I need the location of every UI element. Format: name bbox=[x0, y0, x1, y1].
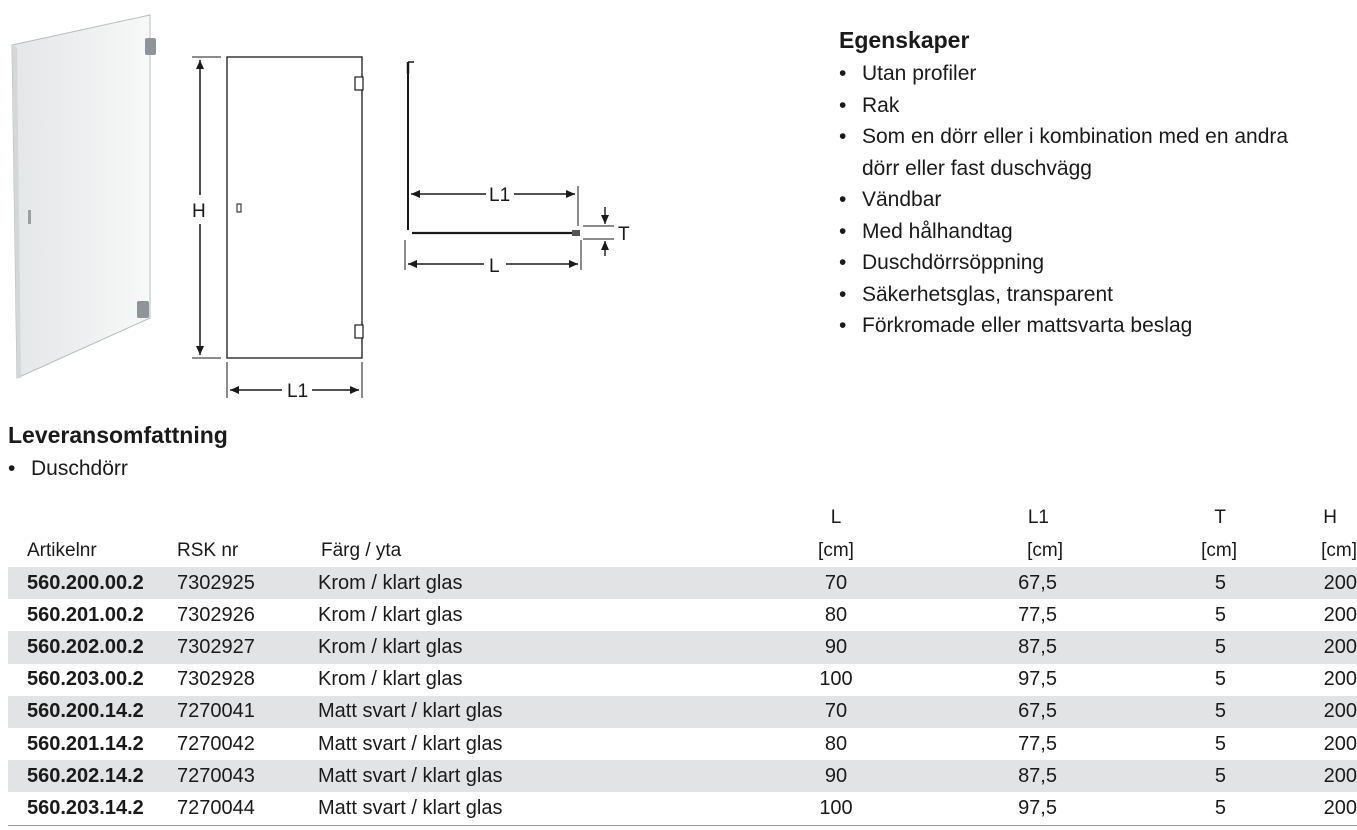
cell-rsk: 7270043 bbox=[177, 760, 318, 792]
header-h-unit: [cm] bbox=[1321, 539, 1357, 561]
header-rsk: RSK nr bbox=[177, 539, 239, 561]
cell-h: 200 bbox=[1323, 668, 1357, 691]
header-l: L bbox=[830, 506, 842, 528]
cell-rsk: 7270042 bbox=[177, 732, 255, 755]
property-item: • Duschdörrsöppning bbox=[836, 247, 1306, 279]
cell-artikelnr: 560.203.00.2 bbox=[27, 668, 144, 691]
cell-rsk: 7302928 bbox=[177, 668, 255, 691]
dim-label-l1-top: L1 bbox=[489, 185, 511, 206]
cell-rsk: 7270044 bbox=[177, 792, 318, 825]
dim-label-l1-front: L1 bbox=[287, 381, 309, 402]
cell-l: 80 bbox=[824, 603, 848, 626]
property-item: • Förkromade eller mattsvarta beslag bbox=[836, 310, 1306, 342]
table-row bbox=[8, 696, 1357, 728]
cell-l: 70 bbox=[740, 567, 932, 599]
header-l1: L1 bbox=[1027, 506, 1049, 528]
cell-t: 5 bbox=[1214, 732, 1226, 755]
cell-t: 5 bbox=[1063, 696, 1256, 728]
cell-l: 90 bbox=[740, 631, 932, 663]
cell-h: 200 bbox=[1256, 760, 1357, 792]
cell-l1: 67,5 bbox=[932, 696, 1063, 728]
cell-farg: Krom / klart glas bbox=[318, 603, 463, 626]
cell-t: 5 bbox=[1063, 792, 1256, 825]
cell-farg: Matt svart / klart glas bbox=[318, 792, 740, 825]
product-drawing bbox=[0, 0, 700, 410]
cell-rsk: 7270041 bbox=[177, 696, 318, 728]
cell-artikelnr: 560.200.00.2 bbox=[8, 567, 177, 599]
cell-artikelnr: 560.201.00.2 bbox=[27, 603, 144, 626]
property-item: • Rak bbox=[836, 90, 1306, 122]
cell-farg: Krom / klart glas bbox=[318, 631, 740, 663]
property-item: • Säkerhetsglas, transparent bbox=[836, 279, 1306, 311]
table-header-units-top bbox=[8, 501, 1357, 534]
cell-l: 80 bbox=[824, 732, 848, 755]
properties-list bbox=[836, 58, 1306, 342]
cell-l1: 67,5 bbox=[932, 567, 1063, 599]
header-t: T bbox=[1214, 506, 1226, 528]
cell-farg: Krom / klart glas bbox=[318, 668, 463, 691]
dim-label-t: T bbox=[618, 224, 630, 245]
table-row bbox=[8, 599, 1357, 631]
cell-l1: 77,5 bbox=[1018, 732, 1057, 755]
cell-h: 200 bbox=[1323, 732, 1357, 755]
top-view-drawing bbox=[405, 62, 614, 270]
property-item: • Utan profiler bbox=[836, 58, 1306, 90]
article-table bbox=[8, 501, 1357, 826]
cell-h: 200 bbox=[1256, 792, 1357, 825]
cell-farg: Matt svart / klart glas bbox=[318, 696, 740, 728]
cell-t: 5 bbox=[1063, 760, 1256, 792]
property-item: • Som en dörr eller i kombination med en andra dörr eller fast duschvägg bbox=[836, 121, 1306, 184]
properties-title: Egenskaper bbox=[839, 27, 970, 53]
cell-artikelnr: 560.202.14.2 bbox=[8, 760, 177, 792]
header-l-unit: [cm] bbox=[818, 539, 854, 561]
cell-l: 70 bbox=[740, 696, 932, 728]
cell-h: 200 bbox=[1256, 567, 1357, 599]
cell-l1: 77,5 bbox=[1018, 603, 1057, 626]
cell-farg: Matt svart / klart glas bbox=[318, 732, 503, 755]
table-row bbox=[8, 567, 1357, 599]
cell-h: 200 bbox=[1256, 696, 1357, 728]
cell-farg: Krom / klart glas bbox=[318, 567, 740, 599]
cell-l1: 97,5 bbox=[932, 792, 1063, 825]
cell-l: 90 bbox=[740, 760, 932, 792]
cell-farg: Matt svart / klart glas bbox=[318, 760, 740, 792]
header-artikelnr: Artikelnr bbox=[27, 539, 97, 561]
table-header-row bbox=[8, 534, 1357, 567]
cell-artikelnr: 560.200.14.2 bbox=[8, 696, 177, 728]
cell-artikelnr: 560.203.14.2 bbox=[8, 792, 177, 825]
cell-t: 5 bbox=[1063, 631, 1256, 663]
table-row bbox=[8, 728, 1357, 760]
cell-l: 100 bbox=[819, 668, 853, 691]
delivery-list bbox=[5, 453, 128, 485]
delivery-title: Leveransomfattning bbox=[8, 422, 228, 448]
cell-artikelnr: 560.202.00.2 bbox=[8, 631, 177, 663]
table-row bbox=[8, 760, 1357, 792]
cell-h: 200 bbox=[1323, 603, 1357, 626]
table-row bbox=[8, 631, 1357, 663]
cell-l1: 97,5 bbox=[1018, 668, 1057, 691]
cell-l1: 87,5 bbox=[932, 631, 1063, 663]
header-h: H bbox=[1323, 506, 1337, 528]
cell-l1: 87,5 bbox=[932, 760, 1063, 792]
table-row bbox=[8, 792, 1357, 825]
property-item: • Med hålhandtag bbox=[836, 216, 1306, 248]
glass-door-perspective bbox=[12, 15, 156, 378]
table-row bbox=[8, 664, 1357, 696]
property-item: • Vändbar bbox=[836, 184, 1306, 216]
cell-rsk: 7302925 bbox=[177, 567, 318, 599]
cell-t: 5 bbox=[1063, 567, 1256, 599]
dim-label-l: L bbox=[489, 256, 500, 277]
dim-label-h: H bbox=[192, 201, 206, 222]
header-l1-unit: [cm] bbox=[1027, 539, 1063, 561]
cell-t: 5 bbox=[1214, 668, 1226, 691]
cell-h: 200 bbox=[1256, 631, 1357, 663]
cell-l: 100 bbox=[740, 792, 932, 825]
cell-artikelnr: 560.201.14.2 bbox=[27, 732, 144, 755]
cell-rsk: 7302927 bbox=[177, 631, 318, 663]
header-farg: Färg / yta bbox=[321, 539, 402, 561]
cell-t: 5 bbox=[1214, 603, 1226, 626]
delivery-item: • Duschdörr bbox=[5, 453, 128, 485]
cell-rsk: 7302926 bbox=[177, 603, 255, 626]
front-view-drawing bbox=[192, 57, 363, 398]
header-t-unit: [cm] bbox=[1201, 539, 1237, 561]
